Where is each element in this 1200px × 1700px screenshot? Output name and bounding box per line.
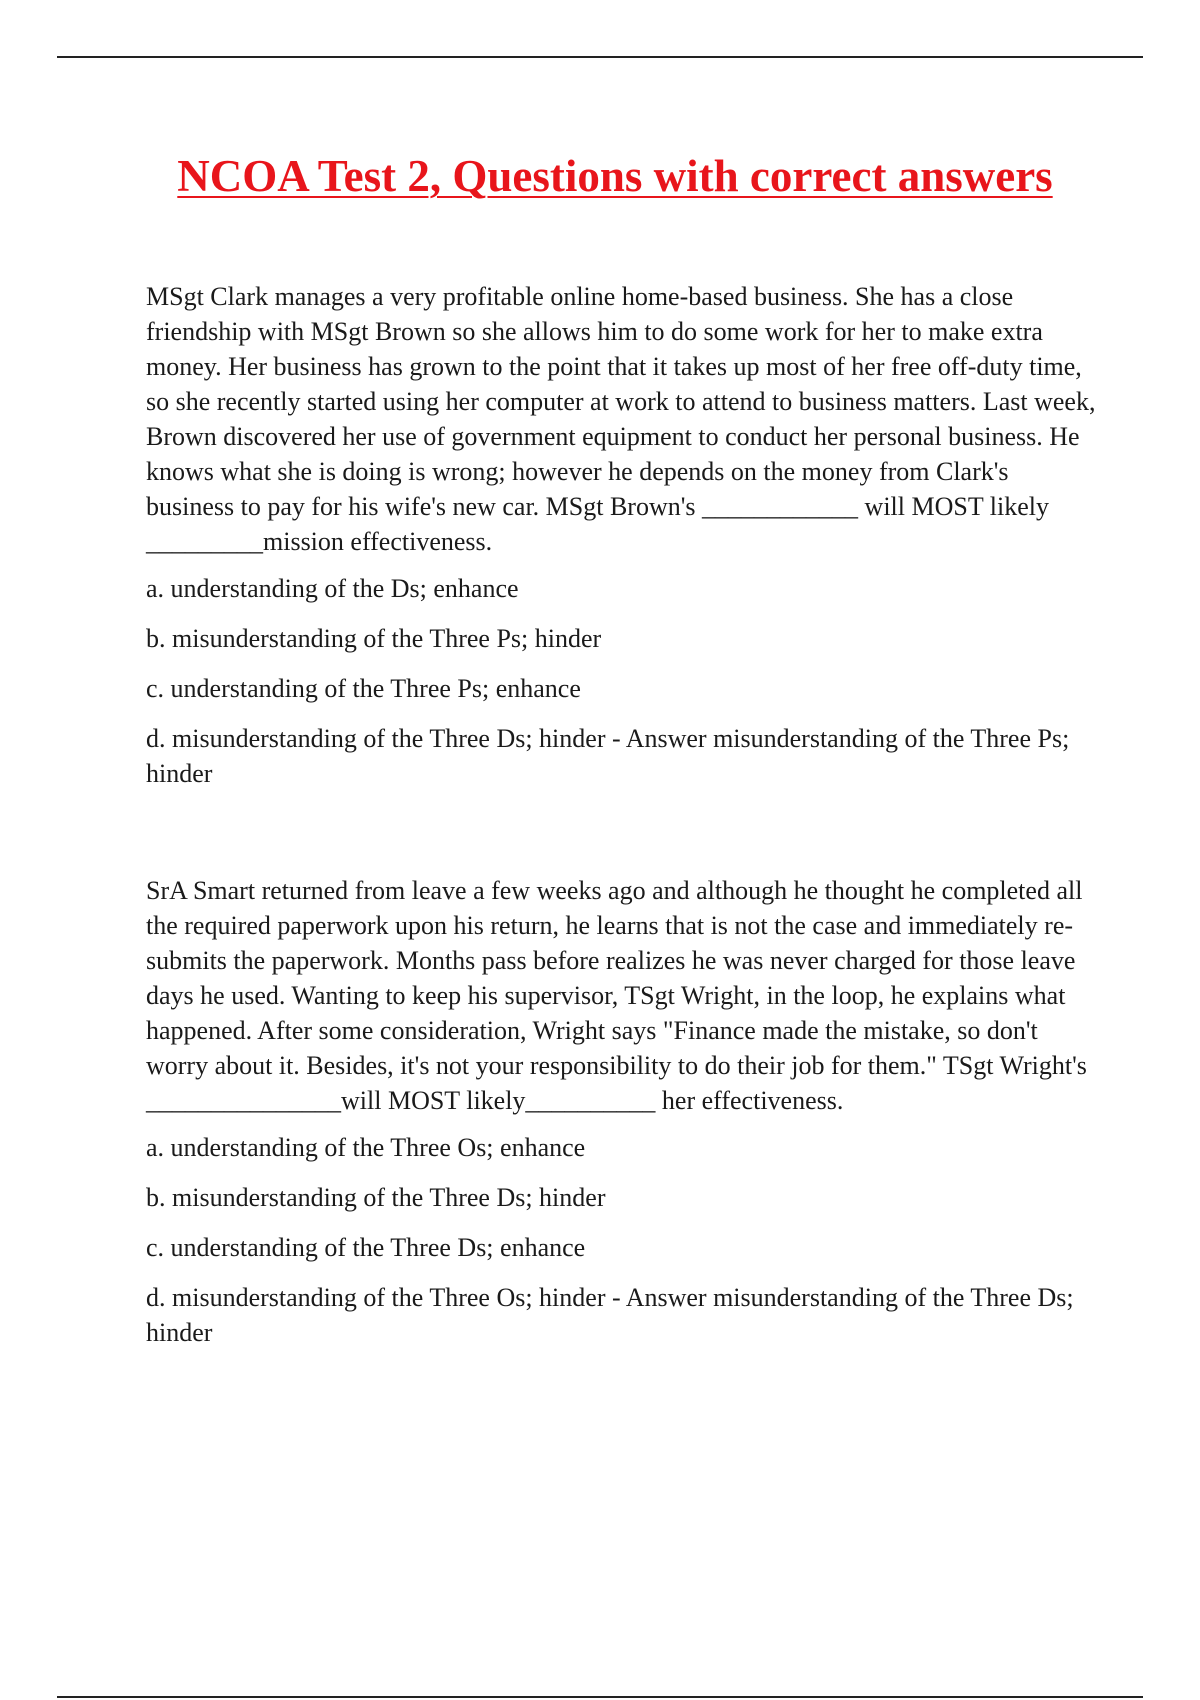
answer-option-d: d. misunderstanding of the Three Os; hinder - Answer misunderstanding of the Three Ds; hinder	[146, 1283, 1074, 1347]
header-rule	[57, 56, 1143, 58]
answer-option-c: c. understanding of the Three Ps; enhance	[146, 674, 581, 703]
answer-option-a: a. understanding of the Ds; enhance	[146, 574, 519, 603]
answer-option-b: b. misunderstanding of the Three Ps; hinder	[146, 624, 602, 653]
question-block-1	[146, 279, 1096, 791]
answer-option-b: b. misunderstanding of the Three Ds; hinder	[146, 1183, 606, 1212]
answer-option-c: c. understanding of the Three Ds; enhance	[146, 1233, 586, 1262]
question-stem: MSgt Clark manages a very profitable online home-based business. She has a close friendship with MSgt Brown so she allows him to do some work for her to make extra money. Her business has grown to the point that it takes up most of her free off-duty time, so she recently started using her computer at work to attend to business matters. Last week, Brown discovered her use of government equipment to conduct her personal business. He knows what she is doing is wrong; however he depends on the money from Clark's business to pay for his wife's new car. MSgt Brown's ____________ will MOST likely _________mission effectiveness.	[146, 282, 1096, 556]
answer-option-d: d. misunderstanding of the Three Ds; hinder - Answer misunderstanding of the Three Ps; hinder	[146, 724, 1070, 788]
question-block-2	[146, 873, 1096, 1350]
answer-option-a: a. understanding of the Three Os; enhance	[146, 1133, 586, 1162]
document-title: NCOA Test 2, Questions with correct answers	[177, 151, 1053, 201]
footer-rule	[57, 1696, 1143, 1698]
question-stem: SrA Smart returned from leave a few weeks ago and although he thought he completed all the required paperwork upon his return, he learns that is not the case and immediately re-submits the paperwork. Months pass before realizes he was never charged for those leave days he used. Wanting to keep his supervisor, TSgt Wright, in the loop, he explains what happened. After some consideration, Wright says "Finance made the mistake, so don't worry about it. Besides, it's not your responsibility to do their job for them." TSgt Wright's _______________will MOST likely__________ her effectiveness.	[146, 876, 1087, 1115]
document-body	[146, 279, 1096, 1350]
